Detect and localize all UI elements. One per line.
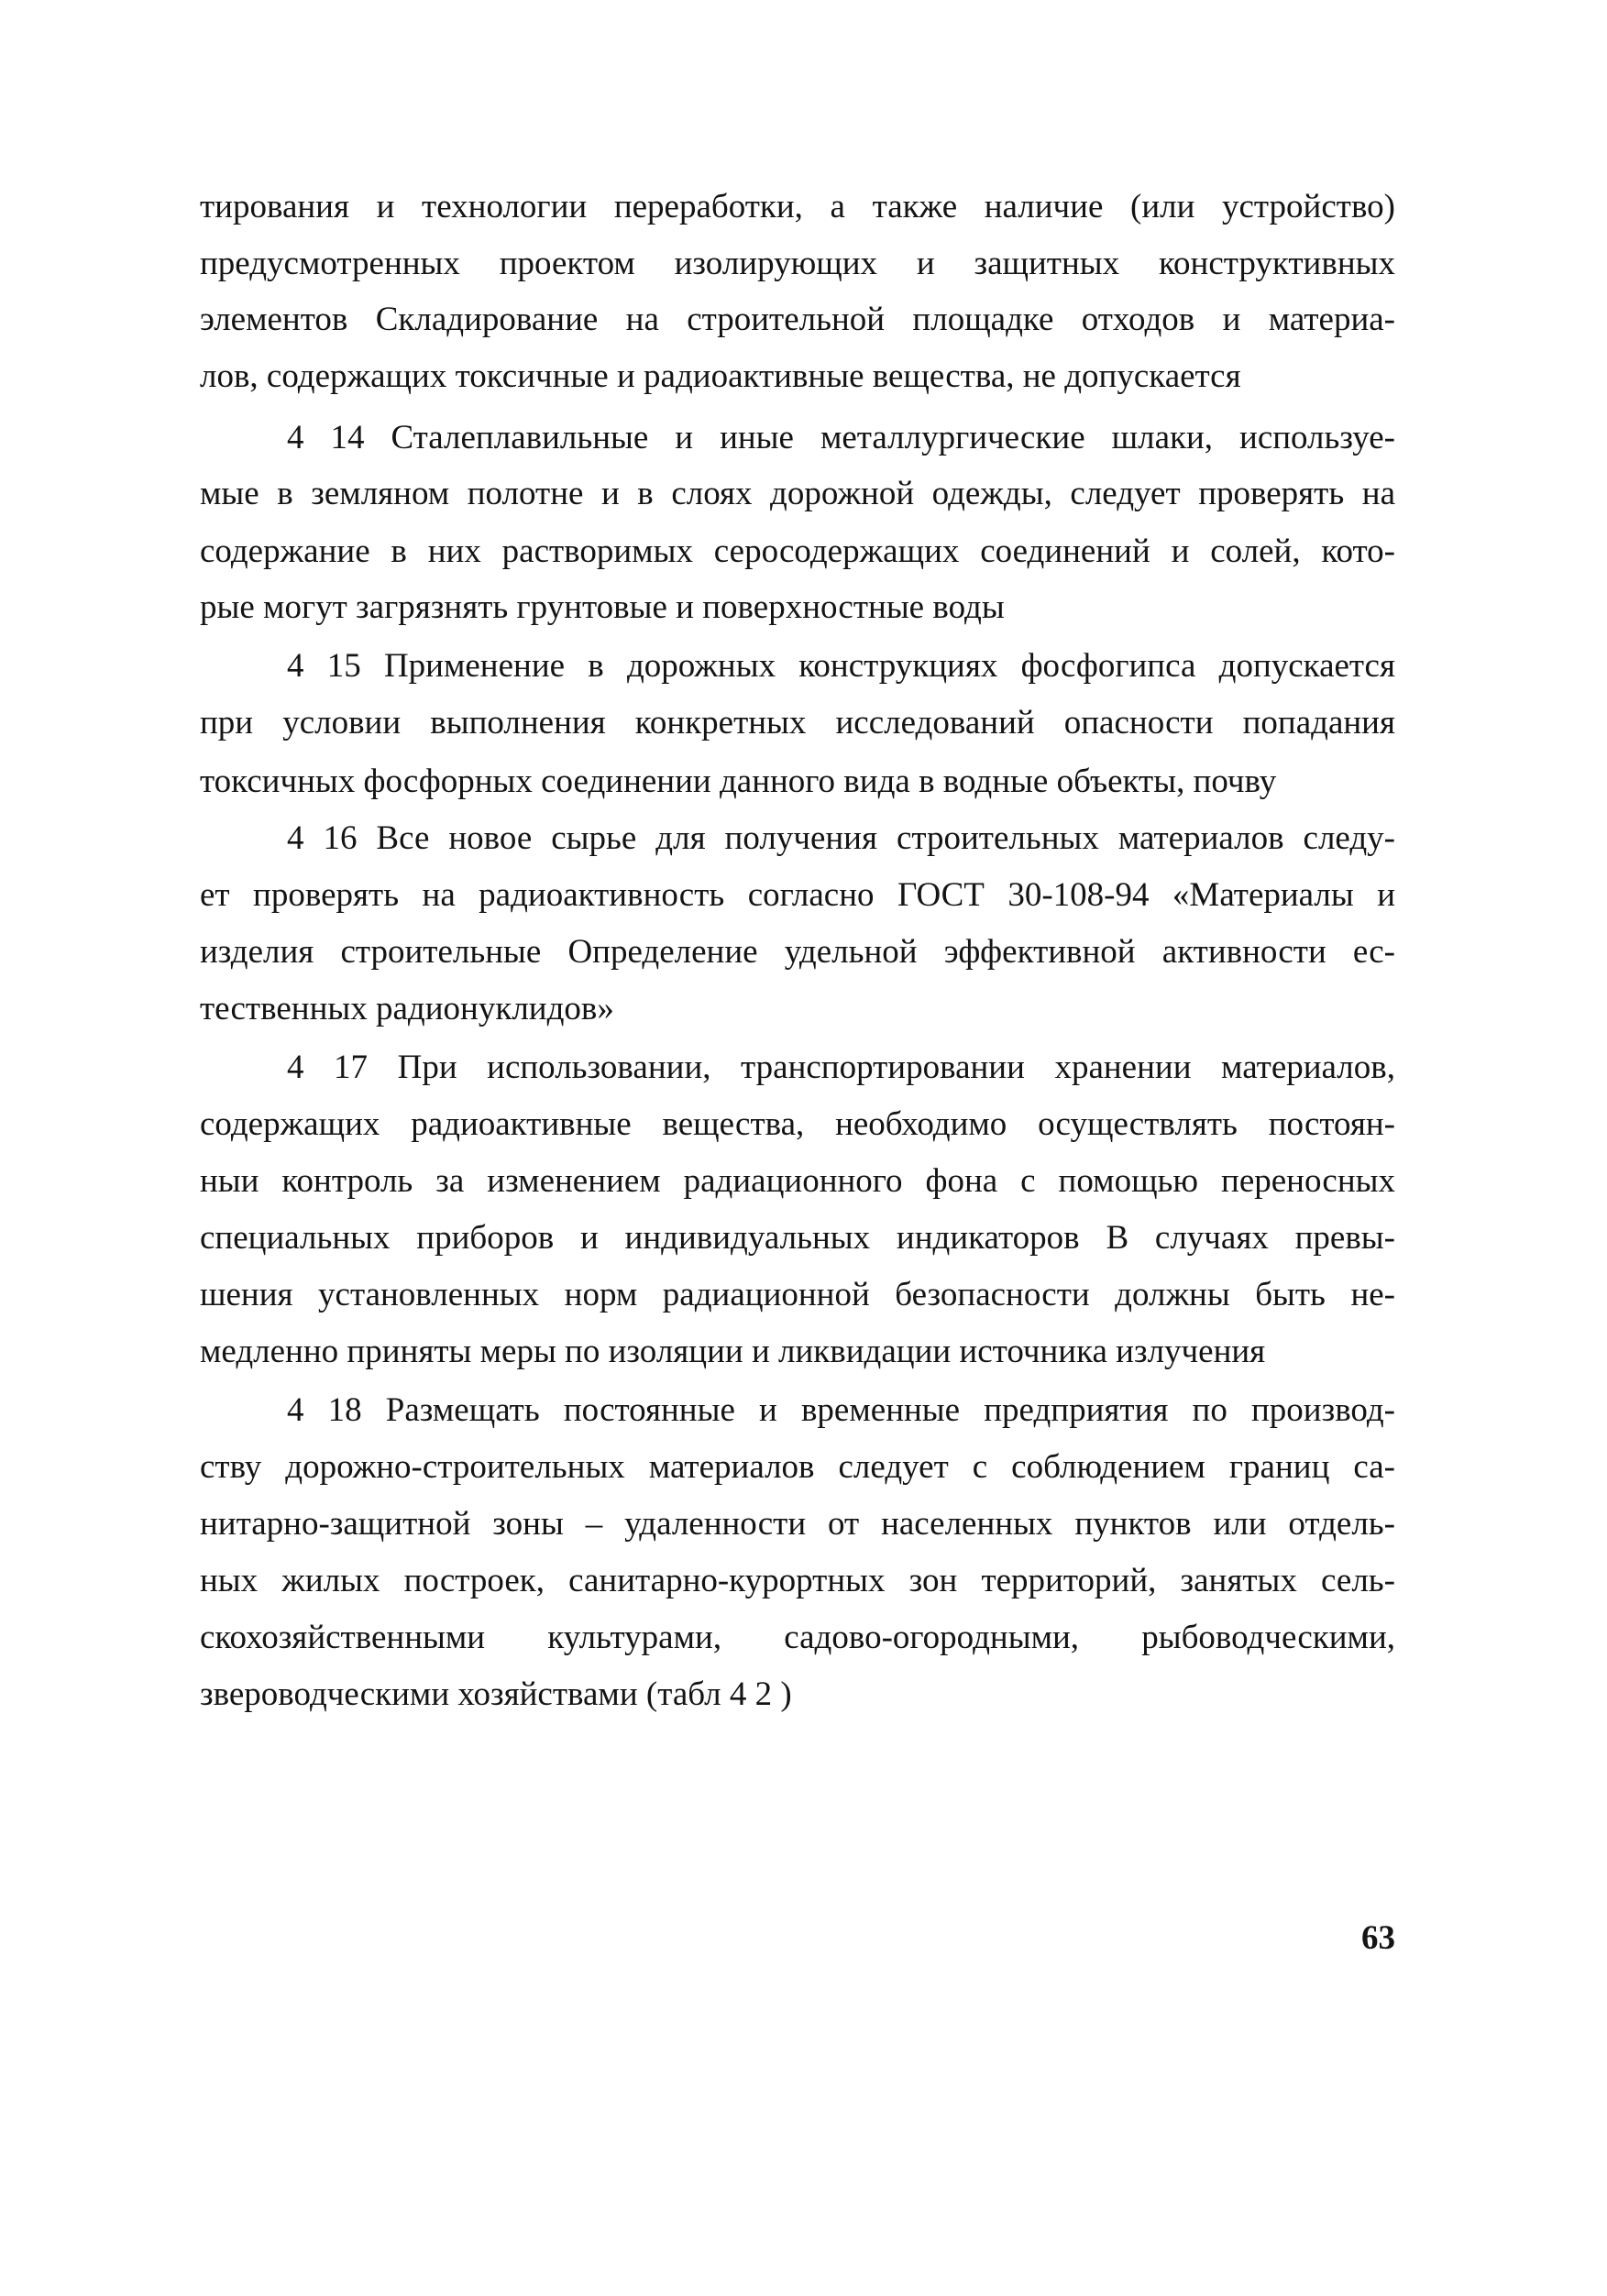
text-line: тественных радионуклидов» [200,990,614,1027]
text-line: медленно приняты меры по изоляции и ликвидации источника излучения [200,1333,1266,1370]
text-line: ству дорожно-строительных материалов следует с соблюдением границ са- [200,1448,1395,1486]
text-line: нитарно-защитной зоны – удаленности от населенных пунктов или отдель- [200,1505,1395,1543]
text-line: изделия строительные Определение удельной эффективной активности ес- [200,933,1395,971]
text-line: ных жилых построек, санитарно-курортных зон территорий, занятых сель- [200,1562,1395,1599]
text-line: содержание в них растворимых серосодержащих соединений и солей, кото- [200,533,1395,570]
text-line: звероводческими хозяйствами (табл 4 2 ) [200,1675,792,1713]
paragraph-4-18-first-line: 4 18 Размещать постоянные и временные предприятия по производ- [287,1391,1395,1429]
paragraph-4-16-first-line: 4 16 Все новое сырье для получения строительных материалов следу- [287,819,1395,857]
text-line: ныи контроль за изменением радиационного фона с помощью переносных [200,1162,1395,1200]
text-line: ет проверять на радиоактивность согласно ГОСТ 30-108-94 «Материалы и [200,876,1395,914]
text-line: предусмотренных проектом изолирующих и защитных конструктивных [200,245,1395,282]
text-line: шения установленных норм радиационной безопасности должны быть не- [200,1276,1395,1313]
page-number: 63 [1361,1919,1395,1957]
text-line: рые могут загрязнять грунтовые и поверхностные воды [200,588,1005,626]
text-line: токсичных фосфорных соединении данного вида в водные объекты, почву [200,763,1277,800]
text-line: лов, содержащих токсичные и радиоактивные вещества, не допускается [200,357,1241,395]
text-line: тирования и технологии переработки, а также наличие (или устройство) [200,188,1395,225]
text-line: скохозяйственными культурами, садово-огородными, рыбоводческими, [200,1619,1395,1656]
paragraph-4-17-first-line: 4 17 При использовании, транспортировании хранении материалов, [287,1049,1395,1086]
text-line: специальных приборов и индивидуальных индикаторов В случаях превы- [200,1219,1395,1257]
paragraph-4-14-first-line: 4 14 Сталеплавильные и иные металлургические шлаки, используе- [287,419,1395,456]
paragraph-4-15-first-line: 4 15 Применение в дорожных конструкциях фосфогипса допускается [287,647,1395,685]
text-line: содержащих радиоактивные вещества, необходимо осуществлять постоян- [200,1105,1395,1143]
text-line: элементов Складирование на строительной площадке отходов и материа- [200,301,1395,338]
text-line: мые в земляном полотне и в слоях дорожной одежды, следует проверять на [200,475,1395,512]
text-line: при условии выполнения конкретных исследований опасности попадания [200,704,1395,742]
